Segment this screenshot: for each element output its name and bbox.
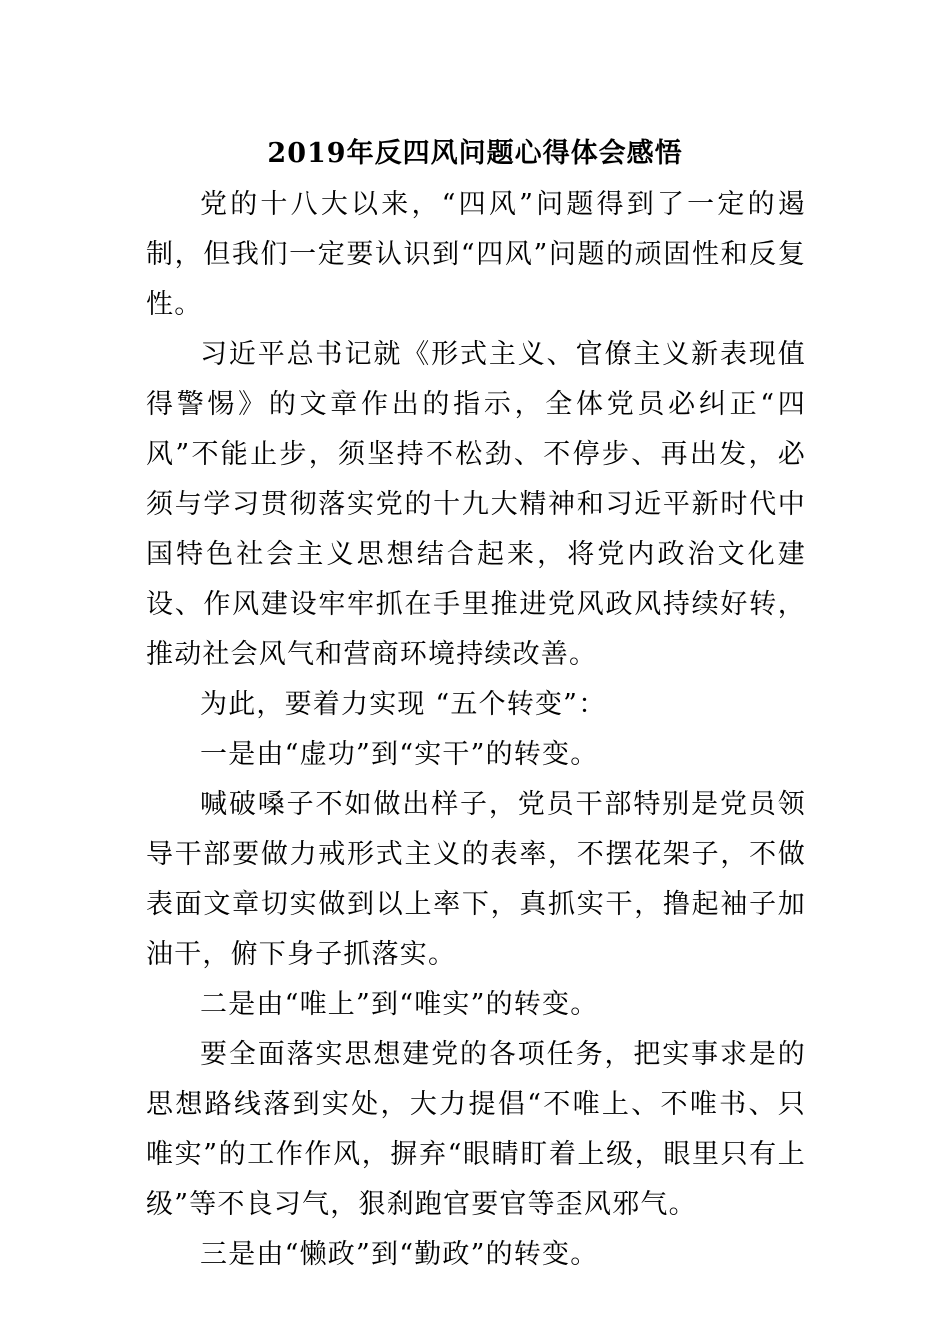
paragraph: 习近平总书记就《形式主义、官僚主义新表现值得警惕》的文章作出的指示，全体党员必纠正“四风”不能止步，须坚持不松劲、不停步、再出发，必须与学习贯彻落实党的十九大精神和习近平新时代中国特色社会主义思想结合起来，将党内政治文化建设、作风建设牢牢抓在手里推进党风政风持续好转，推动社会风气和营商环境持续改善。: [146, 339, 806, 670]
section-heading: 一是由“虚功”到“实干”的转变。: [200, 739, 599, 770]
document-title: 2019年反四风问题心得体会感悟: [267, 138, 683, 169]
paragraph: 要全面落实思想建党的各项任务，把实事求是的思想路线落到实处，大力提倡“不唯上、不唯书、只唯实”的工作作风，摒弃“眼睛盯着上级，眼里只有上级”等不良习气，狠刹跑官要官等歪风邪气。: [146, 1039, 806, 1220]
section-heading: 二是由“唯上”到“唯实”的转变。: [200, 989, 599, 1020]
section-heading: 三是由“懒政”到“勤政”的转变。: [200, 1239, 599, 1270]
paragraph: 喊破嗓子不如做出样子，党员干部特别是党员领导干部要做力戒形式主义的表率，不摆花架子，不做表面文章切实做到以上率下，真抓实干，撸起袖子加油干，俯下身子抓落实。: [146, 789, 806, 970]
document-body: [146, 180, 806, 1280]
paragraph: 党的十八大以来，“四风”问题得到了一定的遏制，但我们一定要认识到“四风”问题的顽固性和反复性。: [146, 189, 806, 320]
paragraph: 为此，要着力实现 “五个转变”：: [200, 689, 607, 720]
